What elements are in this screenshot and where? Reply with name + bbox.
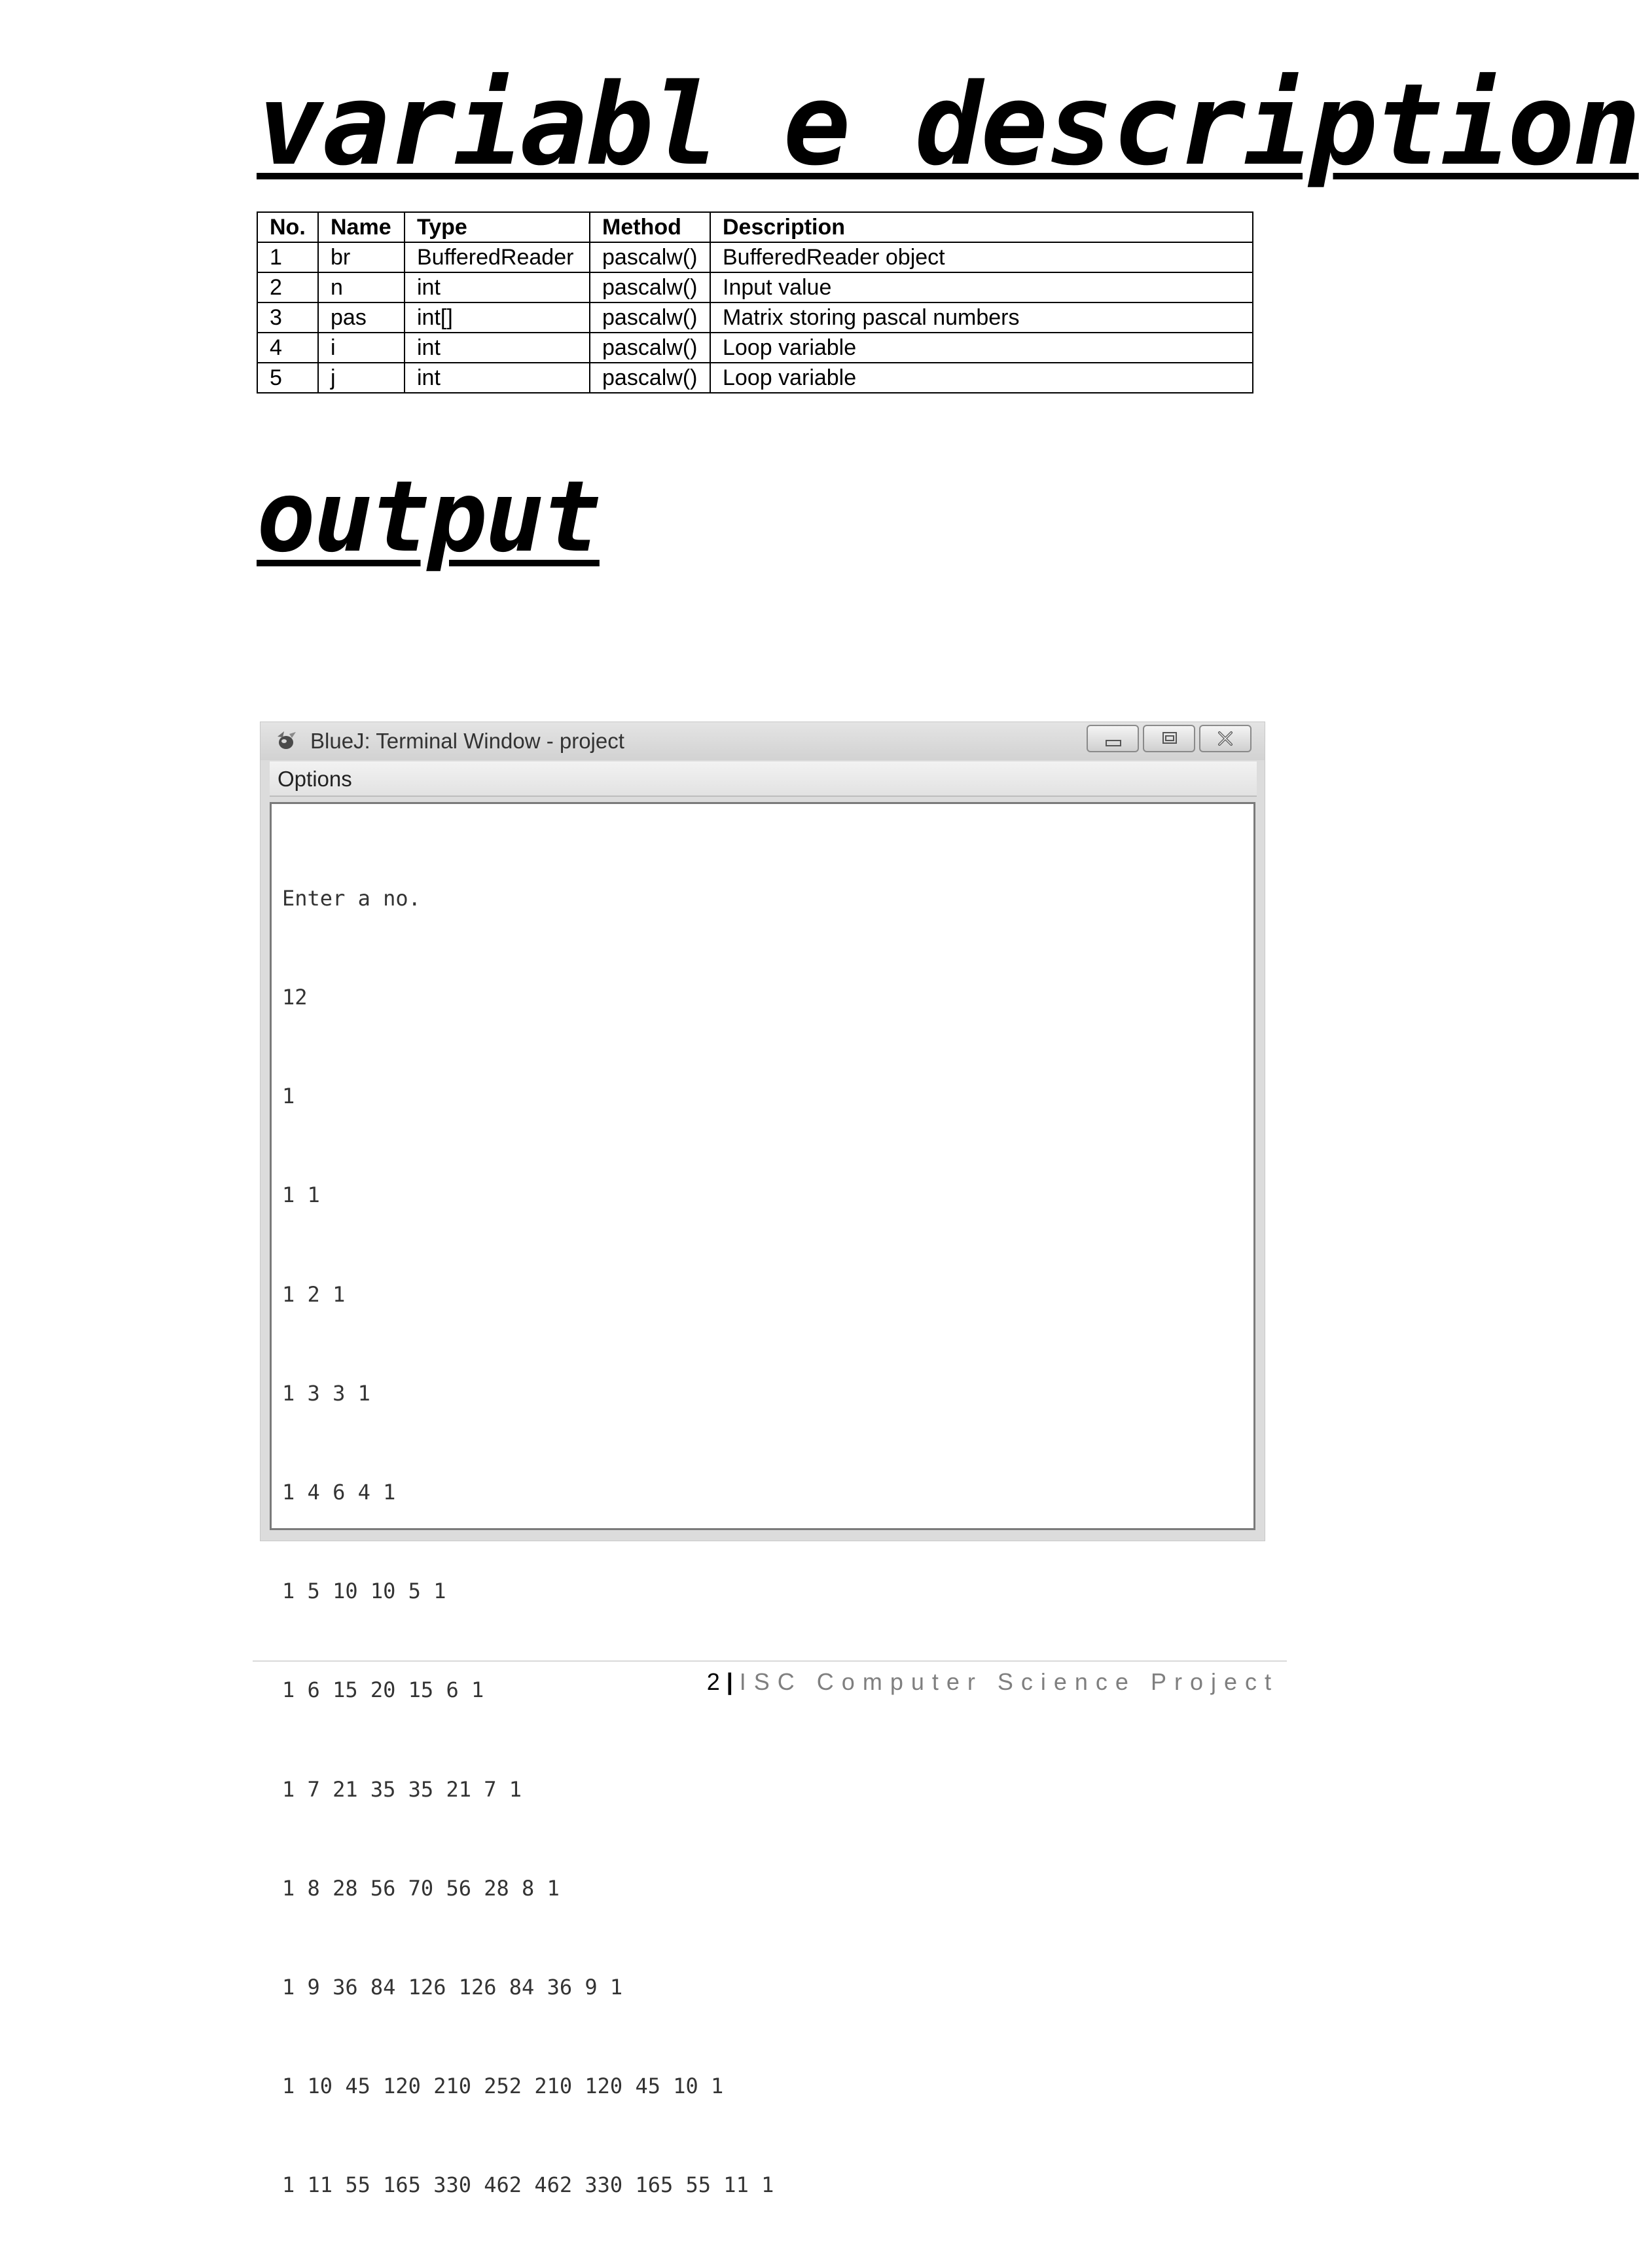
footer-separator: | (726, 1668, 733, 1695)
output-line: 1 10 45 120 210 252 210 120 45 10 1 (282, 2074, 724, 2099)
table-row (257, 333, 1253, 363)
cell-type: int (405, 333, 590, 363)
cell-no: 2 (257, 272, 318, 302)
cell-name: pas (318, 302, 405, 333)
cell-no: 5 (257, 363, 318, 393)
table-row (257, 302, 1253, 333)
project-title: ISC Computer Science Project (739, 1668, 1279, 1695)
cell-description: BufferedReader object (710, 242, 1253, 272)
cell-name: i (318, 333, 405, 363)
bluej-icon (275, 730, 297, 751)
cell-method: pascalw() (590, 302, 710, 333)
table-row (257, 272, 1253, 302)
variable-table (257, 211, 1253, 393)
cell-method: pascalw() (590, 333, 710, 363)
output-line: 1 (282, 1084, 295, 1109)
table-row (257, 242, 1253, 272)
maximize-button[interactable] (1143, 725, 1195, 752)
cell-description: Input value (710, 272, 1253, 302)
output-line: 12 (282, 985, 308, 1010)
minimize-icon (1088, 726, 1138, 751)
cell-method: pascalw() (590, 242, 710, 272)
maximize-icon (1144, 726, 1194, 751)
header-description: Description (710, 212, 1253, 242)
menu-bar (270, 761, 1257, 797)
cell-no: 3 (257, 302, 318, 333)
table-header-row (257, 212, 1253, 242)
cell-name: j (318, 363, 405, 393)
cell-name: n (318, 272, 405, 302)
output-line: 1 2 1 (282, 1281, 346, 1307)
variable-description-heading: variabl e description (257, 59, 1639, 191)
output-line: 1 7 21 35 35 21 7 1 (282, 1776, 522, 1802)
footer-divider (253, 1660, 1287, 1662)
cell-name: br (318, 242, 405, 272)
cell-method: pascalw() (590, 363, 710, 393)
cell-type: BufferedReader (405, 242, 590, 272)
close-icon (1200, 726, 1250, 751)
output-line: Enter a no. (282, 885, 421, 911)
output-line: 1 5 10 10 5 1 (282, 1579, 446, 1604)
close-button[interactable] (1199, 725, 1252, 752)
output-line: 1 9 36 84 126 126 84 36 9 1 (282, 1975, 623, 2000)
output-line: 1 4 6 4 1 (282, 1480, 396, 1505)
page-footer (707, 1668, 1279, 1696)
cell-description: Loop variable (710, 333, 1253, 363)
cell-type: int (405, 272, 590, 302)
output-line: 1 1 (282, 1182, 320, 1208)
cell-no: 1 (257, 242, 318, 272)
output-line: 1 8 28 56 70 56 28 8 1 (282, 1875, 560, 1901)
minimize-button[interactable] (1087, 725, 1139, 752)
header-no: No. (257, 212, 318, 242)
cell-description: Loop variable (710, 363, 1253, 393)
header-name: Name (318, 212, 405, 242)
output-line: 1 3 3 1 (282, 1380, 370, 1406)
cell-description: Matrix storing pascal numbers (710, 302, 1253, 333)
header-method: Method (590, 212, 710, 242)
output-text (282, 816, 774, 2268)
cell-type: int (405, 363, 590, 393)
cell-no: 4 (257, 333, 318, 363)
title-bar[interactable] (261, 722, 1265, 760)
table-row (257, 363, 1253, 393)
header-type: Type (405, 212, 590, 242)
output-line: 1 6 15 20 15 6 1 (282, 1677, 484, 1703)
output-heading: output (257, 460, 600, 574)
menu-options[interactable]: Options (278, 767, 352, 791)
cell-method: pascalw() (590, 272, 710, 302)
window-title: BlueJ: Terminal Window - project (310, 729, 624, 753)
output-line: 1 11 55 165 330 462 462 330 165 55 11 1 (282, 2172, 774, 2198)
page-number: 2 (706, 1668, 720, 1695)
cell-type: int[] (405, 302, 590, 333)
